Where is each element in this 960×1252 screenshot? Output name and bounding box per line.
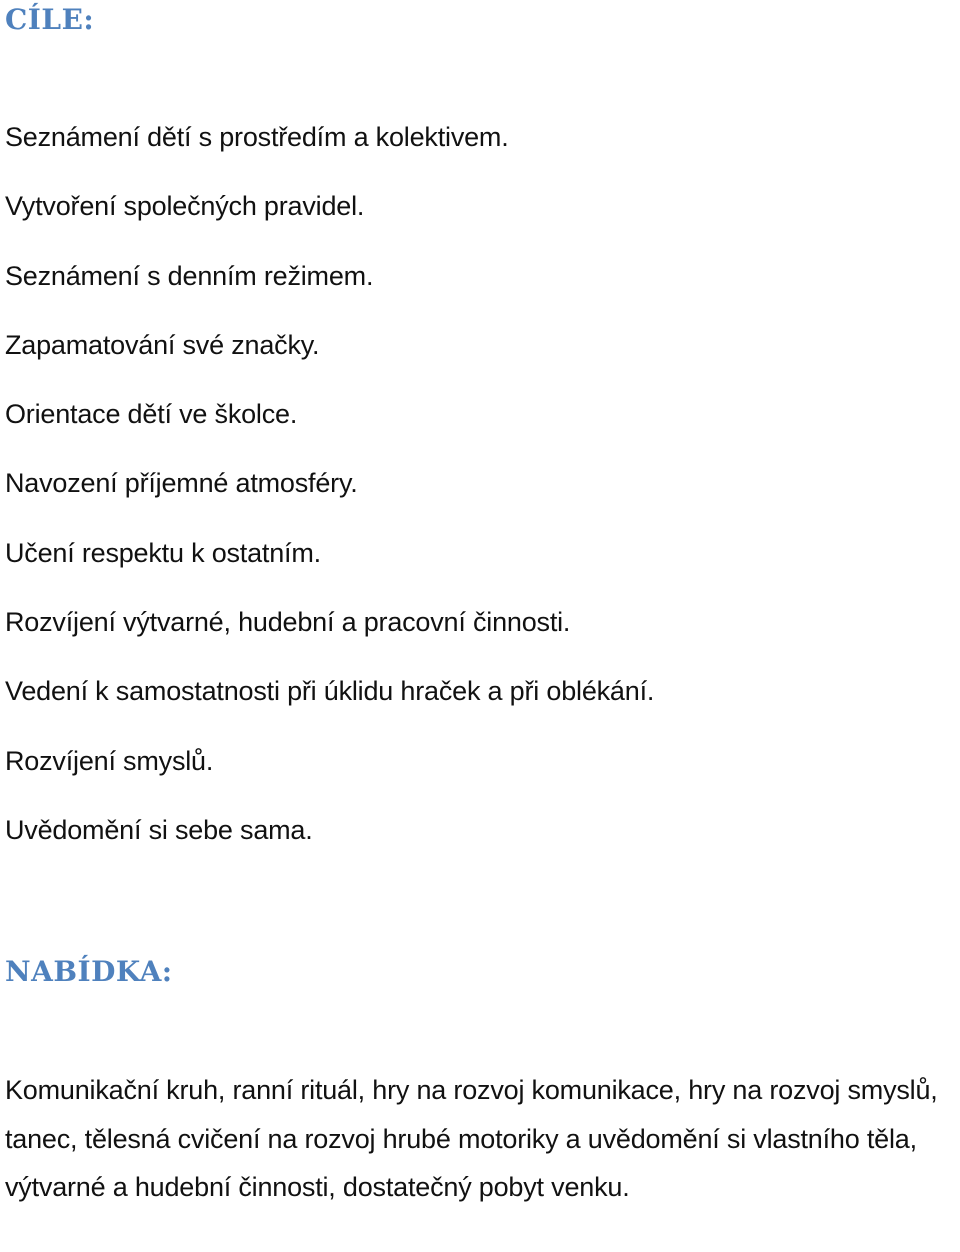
- goal-item: Zapamatování své značky.: [5, 329, 320, 360]
- goals-heading: CÍLE:: [5, 3, 95, 36]
- goal-item: Navození příjemné atmosféry.: [5, 468, 358, 499]
- goal-item: Seznámení s denním režimem.: [5, 260, 374, 291]
- offer-heading: NABÍDKA:: [5, 955, 173, 988]
- goal-item: Rozvíjení smyslů.: [5, 745, 214, 776]
- goal-item: Rozvíjení výtvarné, hudební a pracovní činnosti.: [5, 607, 571, 638]
- goals-list: [5, 118, 654, 880]
- goal-item: Seznámení dětí s prostředím a kolektivem.: [5, 122, 509, 152]
- goal-item: Vedení k samostatnosti při úklidu hraček a při oblékání.: [5, 676, 655, 707]
- goal-item: Učení respektu k ostatním.: [5, 537, 321, 568]
- goal-item: Orientace dětí ve školce.: [5, 399, 298, 430]
- goal-item: Uvědomění si sebe sama.: [5, 814, 313, 845]
- goal-item: Vytvoření společných pravidel.: [5, 191, 365, 222]
- offer-paragraph: Komunikační kruh, ranní rituál, hry na rozvoj komunikace, hry na rozvoj smyslů, tanec, tělesná cvičení na rozvoj hrubé motoriky a uvědomění si vlastního těla, výtvarné a hudební činnosti, dostatečný pobyt venku.: [5, 1075, 938, 1203]
